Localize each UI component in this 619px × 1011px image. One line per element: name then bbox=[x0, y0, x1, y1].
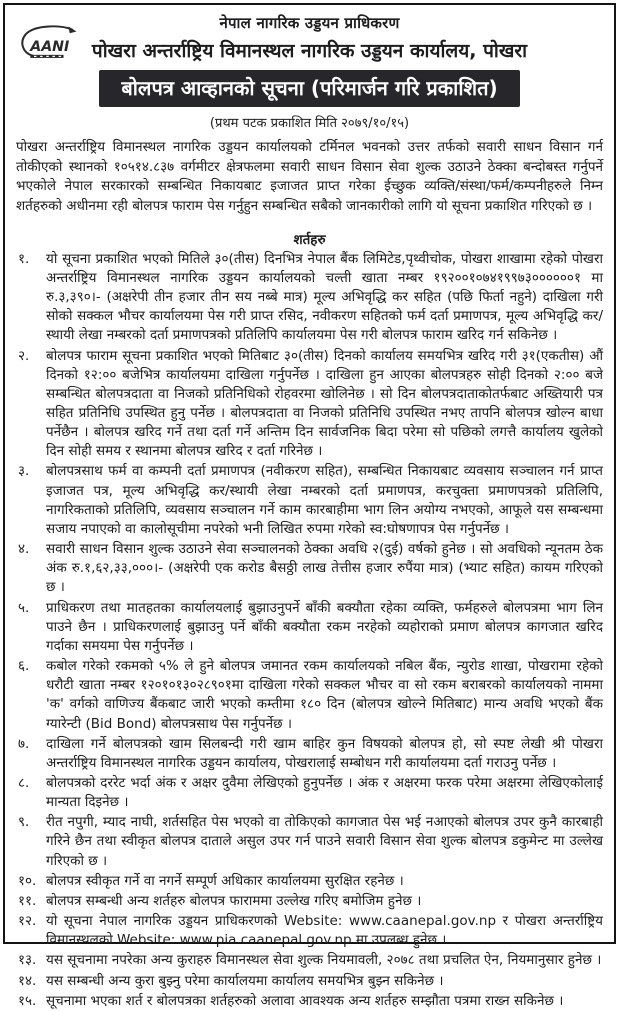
term-item bbox=[16, 912, 603, 950]
first-publish-date: (प्रथम पटक प्रकाशित मिति २०७९/१०/१५) bbox=[209, 116, 410, 131]
term-text: बोलपत्र सम्बन्धी अन्य शर्तहरु बोलपत्र फाराममा उल्लेख गरिए बमोजिम हुनेछ । bbox=[46, 892, 422, 909]
caan-logo-icon bbox=[18, 19, 82, 71]
term-text: बोलपत्र स्वीकृत गर्ने वा नगर्ने सम्पूर्ण अधिकार कार्यालयमा सुरक्षित रहनेछ । bbox=[46, 872, 404, 889]
term-item bbox=[16, 892, 603, 911]
term-number: १. bbox=[18, 250, 30, 267]
organization-name: नेपाल नागरिक उड्डयन प्राधिकरण bbox=[219, 14, 400, 32]
tender-notice-document bbox=[3, 3, 616, 1009]
term-number: ३. bbox=[18, 463, 30, 480]
term-item bbox=[16, 540, 603, 597]
term-number: १०. bbox=[18, 872, 37, 889]
term-text: रीत नपुगी, म्याद नाघी, शर्तसहित पेस भएको वा तोकिएको कागजात पेस भई नआएको बोलपत्र उपर कुनै कारबाही गरिने छैन तथा स्वीकृत बोलपत्र दाताले असुल उपर गर्न पाउने सवारी विसान सेवा शुल्क बोलपत्र डकुमेन्ट मा उल्लेख गरिएको छ । bbox=[46, 814, 603, 869]
term-item bbox=[16, 992, 603, 1011]
term-text: सवारी साधन विसान शुल्क उठाउने सेवा सञ्चालनको ठेक्का अवधि २(दुई) वर्षको हुनेछ । सो अवधिको न्यूनतम ठेक अंक रु.१,६२,३३,०००।- (अक्षरेपी एक करोड बैसठ्ठी लाख तेत्तीस हजार रुपैंया मात्र) (भ्याट सहित) कायम गरिएको छ । bbox=[46, 541, 603, 596]
term-number: ५. bbox=[18, 599, 30, 616]
office-name: पोखरा अन्तर्राष्ट्रिय विमानस्थल नागरिक उड्डयन कार्यालय, पोखरा bbox=[91, 40, 528, 62]
term-text: यो सूचना प्रकाशित भएको मितिले ३०(तीस) दिनभित्र नेपाल बैंक लिमिटेड,पृथ्वीचोक, पोखरा शाखामा रहेको पोखरा अन्तर्राष्ट्रिय विमानस्थल नागरिक उड्डयन कार्यालयको चल्ती खाता नम्बर १९२००१०७४१९९७३००००००१ मा रु.३,३९०।- (अक्षरेपी तीन हजार तीन सय नब्बे मात्र) मूल्य अभिवृद्धि कर सहित (पछि फिर्ता नहुने) दाखिला गरी सोको सक्कल भौचर कार्यालयमा पेस गरी प्राप्त रसिद, नवीकरण सहितको फर्म दर्ता प्रमाणपत्र, मूल्य अभिवृद्धि कर/स्थायी लेखा नम्बरको दर्ता प्रमाणपत्रको प्रतिलिपि कार्यालयमा पेस गरी बोलपत्र फाराम खरिद गर्न सकिनेछ । bbox=[46, 250, 603, 344]
term-number: ९. bbox=[18, 814, 30, 831]
term-number: २. bbox=[18, 347, 30, 364]
term-text: प्राधिकरण तथा मातहतका कार्यालयलाई बुझाउनुपर्ने बाँकी बक्यौता रहेका व्यक्ति, फर्महरुले बोलपत्रमा भाग लिन पाउने छैन । प्राधिकरणलाई बुझाउनु पर्ने बाँकी बक्यौता रकम नरहेको व्यहोराको प्रमाण बोलपत्र कागजात खरिद गर्दाका समयमा पेस गर्नुपर्नेछ । bbox=[46, 599, 603, 654]
term-number: ७. bbox=[18, 735, 30, 752]
term-number: ४. bbox=[18, 541, 30, 558]
document-header bbox=[16, 13, 603, 131]
term-number: १२. bbox=[18, 913, 37, 930]
term-number: ६. bbox=[18, 658, 30, 675]
term-text: दाखिला गर्ने बोलपत्रको खाम सिलबन्दी गरी खाम बाहिर कुन विषयको बोलपत्र हो, सो स्पष्ट लेखी श्री पोखरा अन्तर्राष्ट्रिय विमानस्थल नागरिक उड्डयन कार्यालय, पोखरालाई सम्बोधन गरी कार्यालयमा दर्ता गराउनु पर्नेछ । bbox=[46, 735, 603, 771]
term-item bbox=[16, 972, 603, 991]
term-number: १५. bbox=[18, 992, 37, 1009]
term-text: सूचनामा भएका शर्त र बोलपत्रका शर्तहरुको अलावा आवश्यक अन्य शर्तहरु सम्झौता पत्रमा राख्न सकिनेछ । bbox=[46, 992, 564, 1009]
term-item bbox=[16, 347, 603, 462]
term-item bbox=[16, 951, 603, 970]
notice-banner-wrap bbox=[16, 70, 603, 107]
terms-heading: शर्तहरु bbox=[293, 231, 326, 248]
term-text: बोलपत्र फाराम सूचना प्रकाशित भएको मितिबाट ३०(तीस) दिनको कार्यालय समयभित्र खरिद गरी ३१(एकतीस) औं दिनको १२:०० बजेभित्र कार्यालयमा दाखिला गर्नुपर्नेछ । दाखिला हुन आएका बोलपत्रहरु सोही दिनको २:०० बजे सम्बन्धित बोलपत्रदाता वा निजको प्रतिनिधिको रोहवरमा खोलिनेछ । सो दिन बोलपत्रदाताकोतर्फबाट अख्तियारी पत्र सहित प्रतिनिधि उपस्थित हुनु पर्नेछ । बोलपत्रदाता वा निजको प्रतिनिधि उपस्थित नभए तापनि बोलपत्र खोल्न बाधा पर्नेछैन । बोलपत्र खरिद गर्ने तथा दर्ता गर्ने अन्तिम दिन सार्वजनिक बिदा परेमा सो पछिको लगत्तै कार्यालय खुलेको दिन सोही समय र स्थानमा बोलपत्र खरिद र दर्ता गरिनेछ । bbox=[46, 347, 603, 460]
term-item bbox=[16, 872, 603, 891]
caan-logo-letters: AANI bbox=[30, 39, 70, 56]
term-text: कबोल गरेको रकमको ५% ले हुने बोलपत्र जमानत रकम कार्यालयको नबिल बैंक, न्युरोड शाखा, पोखरामा रहेको धरौटी खाता नम्बर १२०१०१३०२८९०१मा दाखिला गरेको सक्कल भौचर वा सो रकम बराबरको कार्यालयको नाममा 'क' वर्गको वाणिज्य बैंकबाट जारी भएको कम्तीमा १८० दिन (बोलपत्र खोल्ने मितिबाट) मान्य अवधि भएको बैंक ग्यारेन्टी (Bid Bond) बोलपत्रसाथ पेस गर्नुपर्नेछ । bbox=[46, 658, 603, 732]
term-text: बोलपत्रसाथ फर्म वा कम्पनी दर्ता प्रमाणपत्र (नवीकरण सहित), सम्बन्धित निकायबाट व्यवसाय सञ्चालन गर्न प्राप्त इजाजत पत्र, मूल्य अभिवृद्धि कर/स्थायी लेखा नम्बरको दर्ता प्रमाणपत्र, करचुक्ता प्रमाणपत्रको प्रतिलिपि, नागरिकताको प्रतिलिपि, व्यवसाय सञ्चालन गर्ने काम कारबाहीमा भाग लिन अयोग्य नभएको, आफूले यस सम्बन्धमा सजाय नपाएको वा कालोसूचीमा नपरेको भनी लिखित रुपमा गरेको स्व:घोषणापत्र पेस गर्नुपर्नेछ । bbox=[46, 463, 603, 537]
intro-paragraph: पोखरा अन्तर्राष्ट्रिय विमानस्थल नागरिक उड्डयन कार्यालयको टर्मिनल भवनको उत्तर तर्फको सवारी साधन विसान गर्न तोकीएको स्थानको १०५१४.८३७ वर्गमीटर क्षेत्रफलमा सवारी साधन विसान सेवा शुल्क उठाउने ठेक्का बन्दोबस्त गर्नुपर्ने भएकोले नेपाल सरकारको सम्बन्धित निकायबाट इजाजत प्राप्त गरेका ईच्छुक व्यक्ति/संस्था/फर्म/कम्पनीहरुले निम्न शर्तहरुको अधीनमा रही बोलपत्र फाराम पेस गर्नुहुन सम्बन्धित सबैको जानकारीको लागि यो सूचना प्रकाशित गरिएको छ । bbox=[16, 139, 603, 214]
term-item bbox=[16, 250, 603, 346]
term-number: ८. bbox=[18, 774, 30, 791]
terms-list bbox=[16, 250, 603, 1011]
term-item bbox=[16, 774, 603, 812]
term-number: ११. bbox=[18, 892, 37, 909]
term-text: यो सूचना नेपाल नागरिक उड्डयन प्राधिकरणको Website: www.caanepal.gov.np र पोखरा अन्तर्राष्ट्रिय विमानस्थलको Website: www.pia.caanepal.gov.np मा उपलब्ध हुनेछ । bbox=[46, 913, 603, 949]
term-item bbox=[16, 735, 603, 773]
term-item bbox=[16, 599, 603, 656]
notice-title-banner: बोलपत्र आव्हानको सूचना (परिमार्जन गरि प्रकाशित) bbox=[99, 70, 519, 107]
term-number: १४. bbox=[18, 972, 37, 989]
term-text: यस सम्बन्धी अन्य कुरा बुझ्नु परेमा कार्यालयमा कार्यालय समयभित्र बुझ्न सकिनेछ । bbox=[46, 972, 444, 989]
term-text: यस सूचनामा नपरेका अन्य कुराहरु विमानस्थल सेवा शुल्क नियमावली, २०७८ तथा प्रचलित ऐन, नियमानुसार हुनेछ । bbox=[46, 952, 602, 969]
term-number: १३. bbox=[18, 952, 37, 969]
term-text: बोलपत्रको दररेट भर्दा अंक र अक्षर दुवैमा लेखिएको हुनुपर्नेछ । अंक र अक्षरमा फरक परेमा अक्षरमा लेखिएकोलाई मान्यता दिइनेछ । bbox=[46, 774, 603, 811]
term-item bbox=[16, 813, 603, 870]
term-item bbox=[16, 657, 603, 734]
term-item bbox=[16, 462, 603, 539]
